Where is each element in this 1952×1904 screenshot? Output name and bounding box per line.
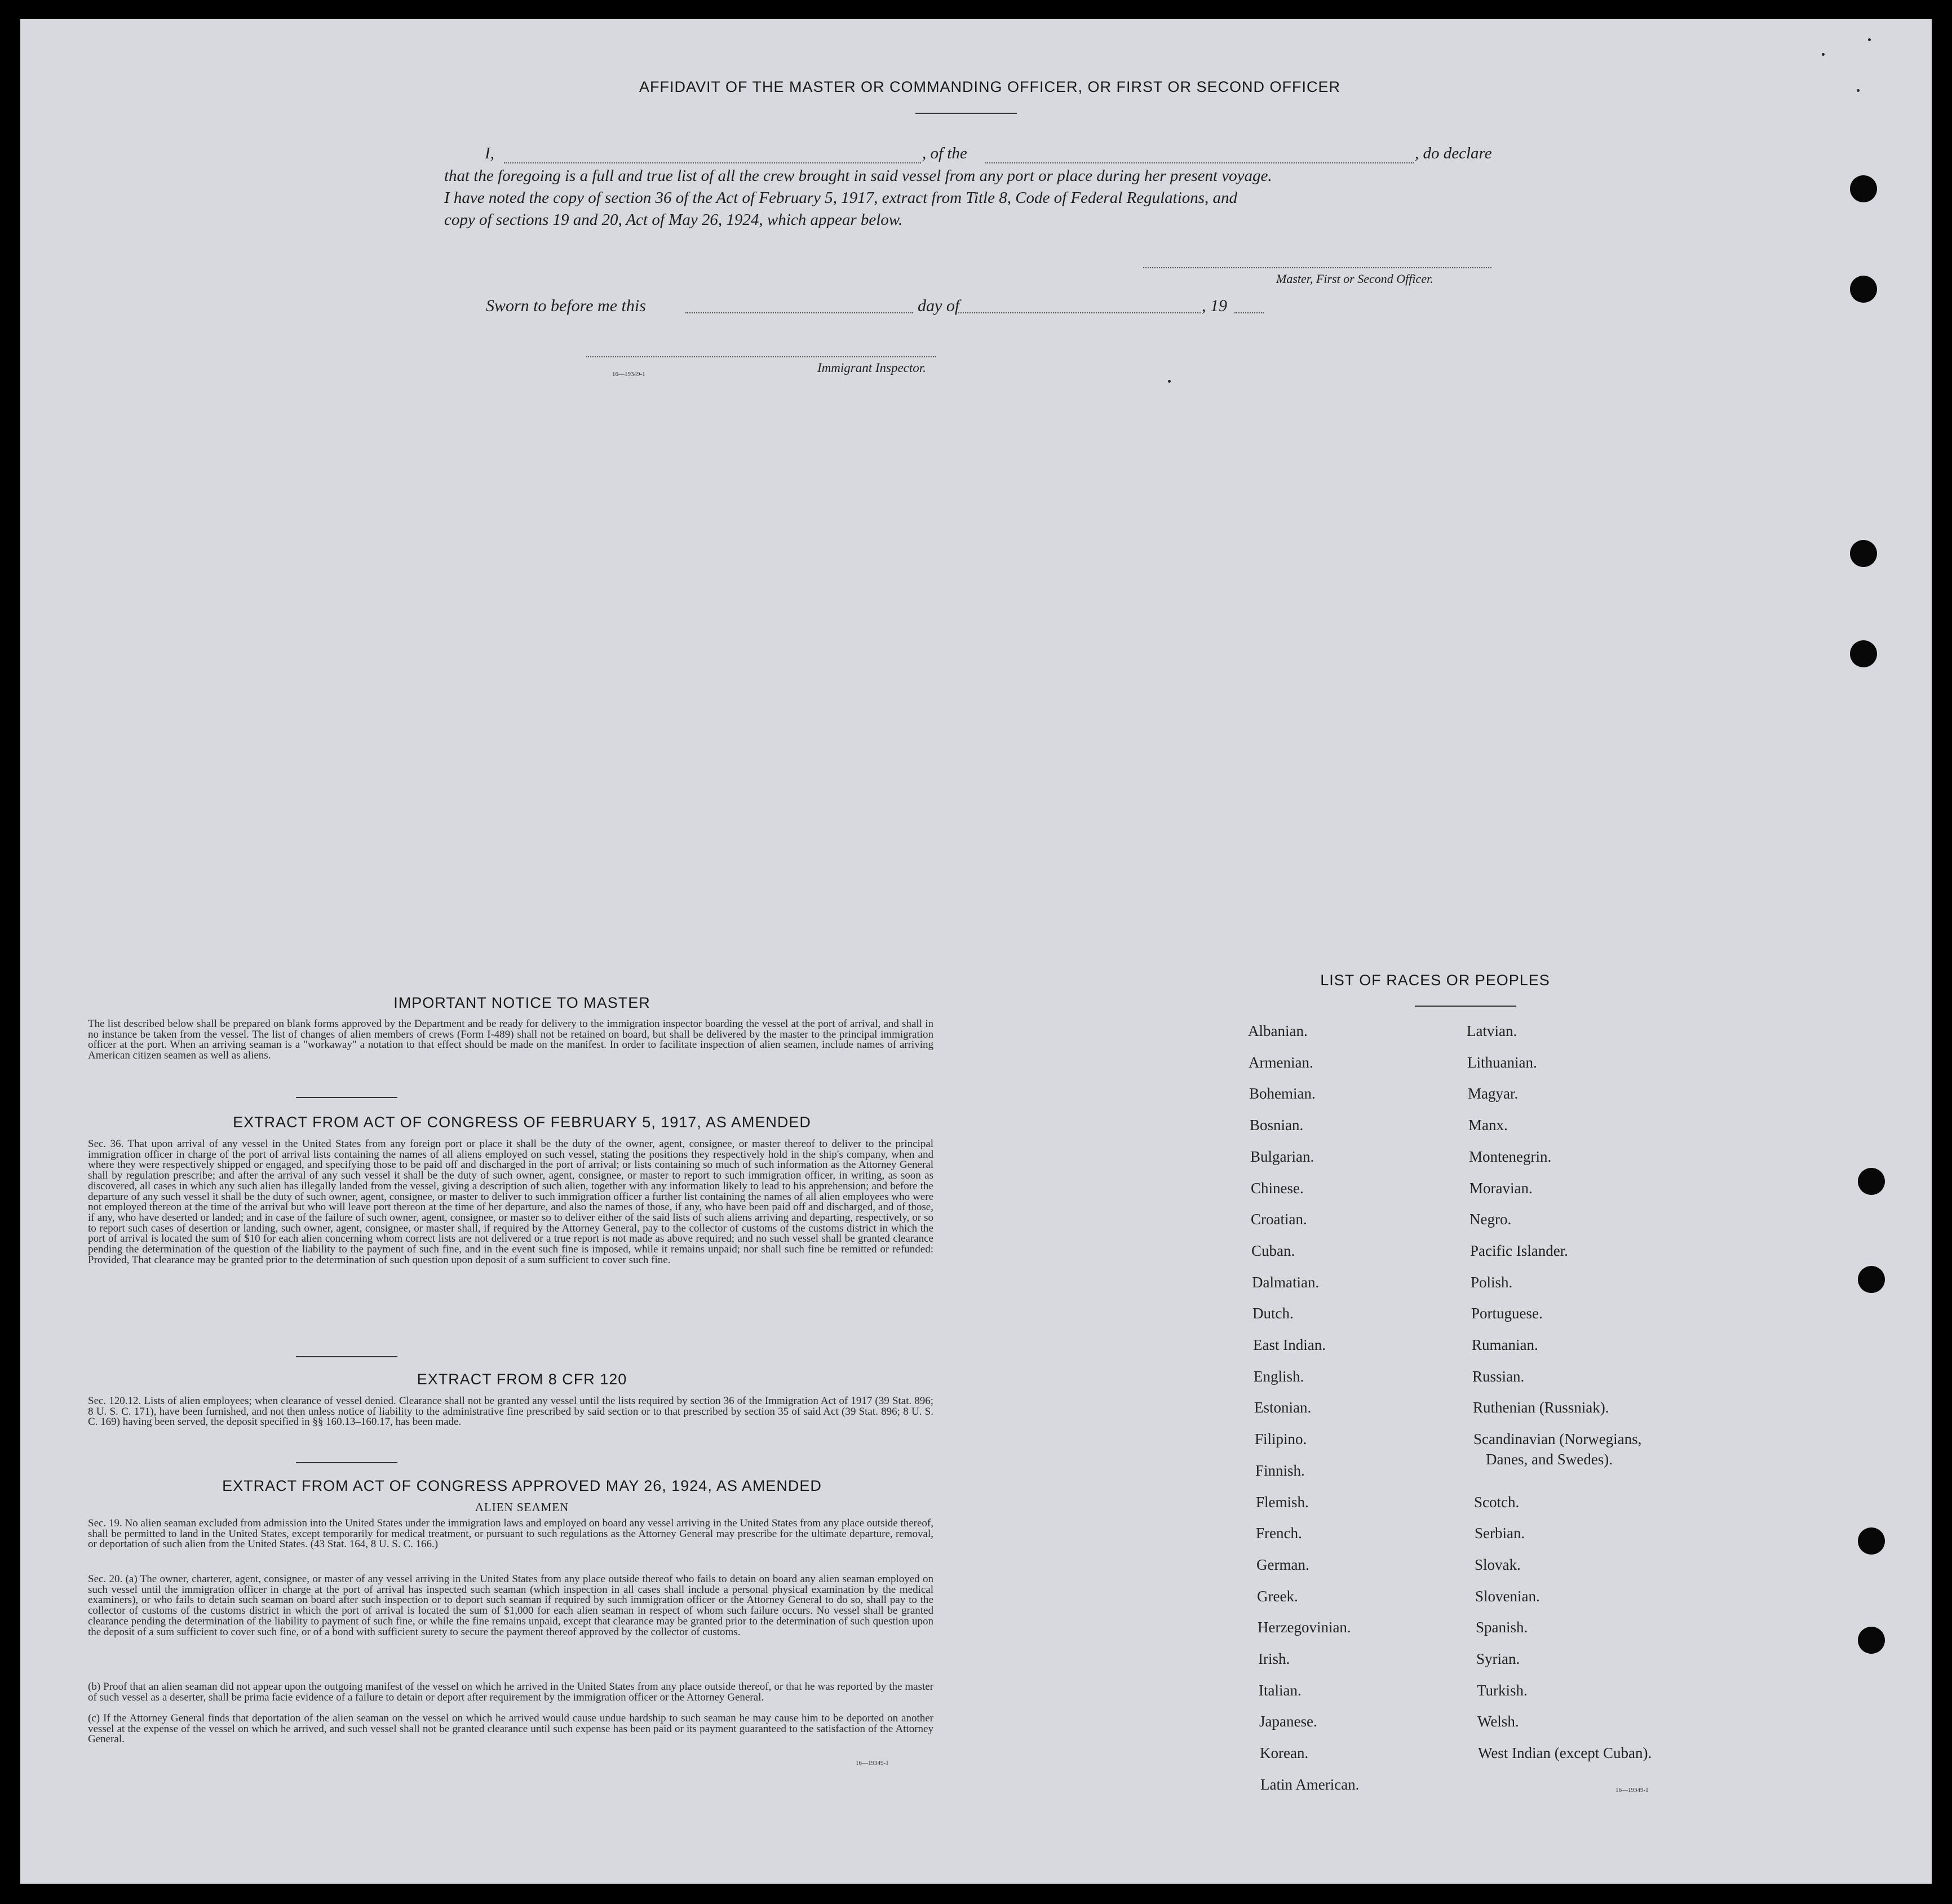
race-item: Ruthenian (Russniak). [1473,1399,1609,1416]
race-item: Slovak. [1475,1556,1521,1573]
of-the-label: , of the [922,144,967,162]
race-item: Turkish. [1477,1682,1528,1699]
race-item: Flemish. [1256,1494,1309,1511]
sec20b-text: (b) Proof that an alien seaman did not appear upon the outgoing manifest of the vessel on which he arrived in the United States from any place outside thereof, or that he was reported by the master of such vessel as a deserter, shall be prima facie evidence of a failure to detain or deport after requirement by the immigration officer or the Attorney General. [88,1681,933,1703]
race-item: Cuban. [1251,1242,1295,1259]
race-item: Montenegrin. [1469,1148,1552,1165]
races-form-number: 16—19349-1 [1615,1787,1649,1794]
race-item: Dutch. [1252,1305,1294,1322]
race-item: Croatian. [1251,1211,1307,1228]
vessel-blank [985,162,1414,163]
sworn-label: Sworn to before me this [486,296,646,315]
race-item: Latvian. [1467,1022,1517,1039]
ink-speck [1168,380,1171,383]
extract-1917-divider [296,1356,397,1357]
race-item: Serbian. [1475,1525,1525,1542]
race-item: Moravian. [1469,1180,1533,1197]
day-of-label: day of [918,296,960,315]
sworn-day-blank [685,312,913,313]
race-item: Filipino. [1255,1431,1307,1447]
sec20c-text: (c) If the Attorney General finds that deportation of the alien seaman on the vessel on which he arrived would cause undue hardship to such seaman he may cause him to be deported on another vessel at the expense of the vessel on which he arrived, and such vessel shall not be granted clearance until such expense has been paid or its payment guaranteed to the satisfaction of the Attorney General. [88,1712,933,1746]
sworn-year-blank [1234,312,1264,313]
race-item: Magyar. [1468,1085,1519,1102]
race-item: Portuguese. [1471,1305,1543,1322]
race-item: Welsh. [1477,1713,1519,1730]
declaration-line-2: I have noted the copy of section 36 of the Act of February 5, 1917, extract from Title 8, Code of Federal Regulations, and [444,189,1238,207]
race-item: Dalmatian. [1252,1274,1320,1291]
binder-hole [1850,175,1877,202]
ink-speck [1868,38,1871,41]
race-item: Russian. [1472,1368,1525,1385]
race-item: Albanian. [1248,1022,1308,1039]
race-item: Spanish. [1476,1619,1528,1636]
sec20a-text: Sec. 20. (a) The owner, charterer, agent, consignee, or master of any vessel arriving in the United States from any place outside thereof who fails to detain on board any alien seaman employed on such vessel until the immigration officer in charge at the port of arrival has inspected such seaman (which inspection in all cases shall include a personal physical examination by the medical examiners), or who fails to detain such seaman on board after such inspection or to deport such seaman if required by such immigration officer or the Attorney General to do so, shall pay to the collector of customs of the customs district in which the port of arrival is located the sum of $1,000 for each alien seaman in respect of whom such failure occurs. No vessel shall be granted clearance pending the determination of the liability to payment of such fine, or while the fine remains unpaid, except that clearance may be granted prior to the determination of such question upon the deposit of a sum sufficient to cover such fine, or of a bond with sufficient surety to secure the payment thereof approved by the collector of customs. [88,1573,933,1638]
race-item: French. [1256,1525,1302,1542]
race-item: Bohemian. [1249,1085,1316,1102]
notice-divider [296,1097,397,1098]
do-declare-label: , do declare [1415,144,1492,162]
title-divider [915,113,1017,114]
race-item: Estonian. [1254,1399,1312,1416]
extract-form-number: 16—19349-1 [856,1760,889,1766]
race-item: Lithuanian. [1467,1054,1537,1071]
master-signature-line [1143,267,1491,268]
race-item: Italian. [1259,1682,1302,1699]
sec19-text: Sec. 19. No alien seaman excluded from admission into the United States under the immigration laws and employed on board any vessel arriving in the United States from any place outside thereof, shall be permitted to land in the United States, except temporarily for medical treatment, or pursuant to such regulations as the Attorney General may prescribe for the ultimate departure, removal, or deportation of such alien from the United States. (43 Stat. 164, 8 U. S. C. 166.) [88,1517,933,1551]
race-item: German. [1256,1556,1309,1573]
binder-hole [1858,1266,1885,1293]
race-item: Slovenian. [1475,1588,1540,1605]
declaration-line-3: copy of sections 19 and 20, Act of May 26, 1924, which appear below. [444,211,903,229]
affidavit-title: AFFIDAVIT OF THE MASTER OR COMMANDING OFFICER, OR FIRST OR SECOND OFFICER [639,78,1341,95]
race-item: Polish. [1471,1274,1513,1291]
race-item: Irish. [1258,1650,1290,1667]
form-page [20,19,1932,1884]
race-item: Bosnian. [1250,1117,1304,1133]
binder-hole [1850,540,1877,567]
race-item: English. [1254,1368,1304,1385]
binder-hole [1850,276,1877,303]
extract-1924-title: EXTRACT FROM ACT OF CONGRESS APPROVED MAY 26, 1924, AS AMENDED [222,1477,822,1494]
extract-cfr-divider [296,1462,397,1463]
inspector-signature-line [586,356,936,357]
extract-cfr-title: EXTRACT FROM 8 CFR 120 [417,1371,627,1388]
sworn-month-blank [958,312,1201,313]
race-scandinavian-continued: Danes, and Swedes). [1486,1451,1613,1468]
race-item: Japanese. [1259,1713,1317,1730]
extract-1917-text: Sec. 36. That upon arrival of any vessel in the United States from any foreign port or place it shall be the duty of the owner, agent, consignee, or master thereof to deliver to the principal immigration officer in charge of the port of arrival lists containing the names of all aliens employed on such vessel, stating the positions they respectively hold in the ship's company, when and where they were respectively shipped or engaged, and specifying those to be paid off and discharged in the port of arrival; or lists containing so much of such information as the Attorney General shall by regulation prescribe; and after the arrival of any such vessel it shall be the duty of such owner, agent, consignee, or master to report to such immigration officer, in writing, as soon as discovered, all cases in which any such alien has illegally landed from the vessel, giving a description of such alien, together with any information likely to lead to his apprehension; and before the departure of any such vessel it shall be the duty of such owner, agent, consignee, or master to deliver to such immigration officer a further list containing the names of all alien employees who were not employed thereon at the time of the arrival but who will leave port thereon at the time of her departure, and also the names of those, if any, who have been paid off and discharged, and of those, if any, who have deserted or landed; and in case of the failure of such owner, agent, consignee, or master so to deliver either of the said lists of such aliens arriving and departing, respectively, or so to report such cases of desertion or landing, such owner, agent, consignee, or master shall, if required by the Attorney General, pay to the collector of customs of the customs district in which the port of arrival is located the sum of $10 for each alien concerning whom correct lists are not delivered or a true report is not made as above required; and no such vessel shall be granted clearance pending the determination of the question of the liability to the payment of such fine, and in the event such fine is imposed, while it remains unpaid; nor shall such fine be remitted or refunded: Provided, That clearance may be granted prior to the determination of such question upon deposit of a sum sufficient to cover such fine. [88,1138,933,1266]
alien-seamen-subtitle: ALIEN SEAMEN [475,1500,569,1514]
race-item: Chinese. [1251,1180,1304,1197]
race-item: Pacific Islander. [1470,1242,1568,1259]
race-item: Latin American. [1260,1776,1360,1793]
binder-hole [1858,1527,1885,1555]
ink-speck [1857,89,1860,92]
name-blank [504,162,921,163]
i-label: I, [485,144,494,162]
race-item: Greek. [1257,1588,1298,1605]
declaration-line-1: that the foregoing is a full and true list of all the crew brought in said vessel from any port or place during her present voyage. [444,167,1272,185]
race-item: Syrian. [1476,1650,1520,1667]
race-item: Rumanian. [1472,1336,1538,1353]
race-item: Korean. [1260,1744,1309,1761]
race-item: Herzegovinian. [1258,1619,1351,1636]
binder-hole [1858,1627,1885,1654]
race-item: Armenian. [1249,1054,1313,1071]
race-item: East Indian. [1253,1336,1326,1353]
ink-speck [1822,53,1825,56]
race-item: Manx. [1468,1117,1508,1133]
extract-cfr-text: Sec. 120.12. Lists of alien employees; when clearance of vessel denied. Clearance shall not be granted any vessel until the lists required by section 36 of the Immigration Act of 1917 (39 Stat. 896; 8 U. S. C. 171), have been furnished, and not then unless notice of liability to the administrative fine prescribed by said section or to that prescribed by section 35 of said Act (39 Stat. 896; 8 U. S. C. 169) having been served, the deposit specified in §§ 160.13–160.17, has been made. [88,1395,933,1428]
race-item: Scandinavian (Norwegians, [1473,1431,1642,1447]
affidavit-form-number: 16—19349-1 [612,371,645,378]
notice-title: IMPORTANT NOTICE TO MASTER [393,994,650,1011]
extract-1917-title: EXTRACT FROM ACT OF CONGRESS OF FEBRUARY 5, 1917, AS AMENDED [233,1114,811,1131]
year-label: , 19 [1202,296,1227,315]
race-item: West Indian (except Cuban). [1478,1744,1652,1761]
race-item: Negro. [1469,1211,1512,1228]
races-title: LIST OF RACES OR PEOPLES [1320,972,1550,989]
inspector-label: Immigrant Inspector. [817,361,926,375]
race-item: Finnish. [1255,1462,1305,1479]
race-item: Bulgarian. [1250,1148,1314,1165]
notice-text: The list described below shall be prepared on blank forms approved by the Department and be ready for delivery to the immigration inspector boarding the vessel at the port of arrival, and shall in no instance be taken from the vessel. The list of changes of alien members of crews (Form I-489) shall not be retained on board, but shall be delivered by the master to the principal immigration officer at the port. When an arriving seaman is a "workaway" a notation to that effect should be made on the manifest. In order to facilitate inspection of alien seamen, include names of arriving American citizen seamen as well as aliens. [88,1018,933,1062]
binder-hole [1850,640,1877,667]
master-signature-label: Master, First or Second Officer. [1276,272,1433,286]
races-divider [1415,1006,1516,1007]
binder-hole [1858,1168,1885,1195]
race-item: Scotch. [1474,1494,1520,1511]
